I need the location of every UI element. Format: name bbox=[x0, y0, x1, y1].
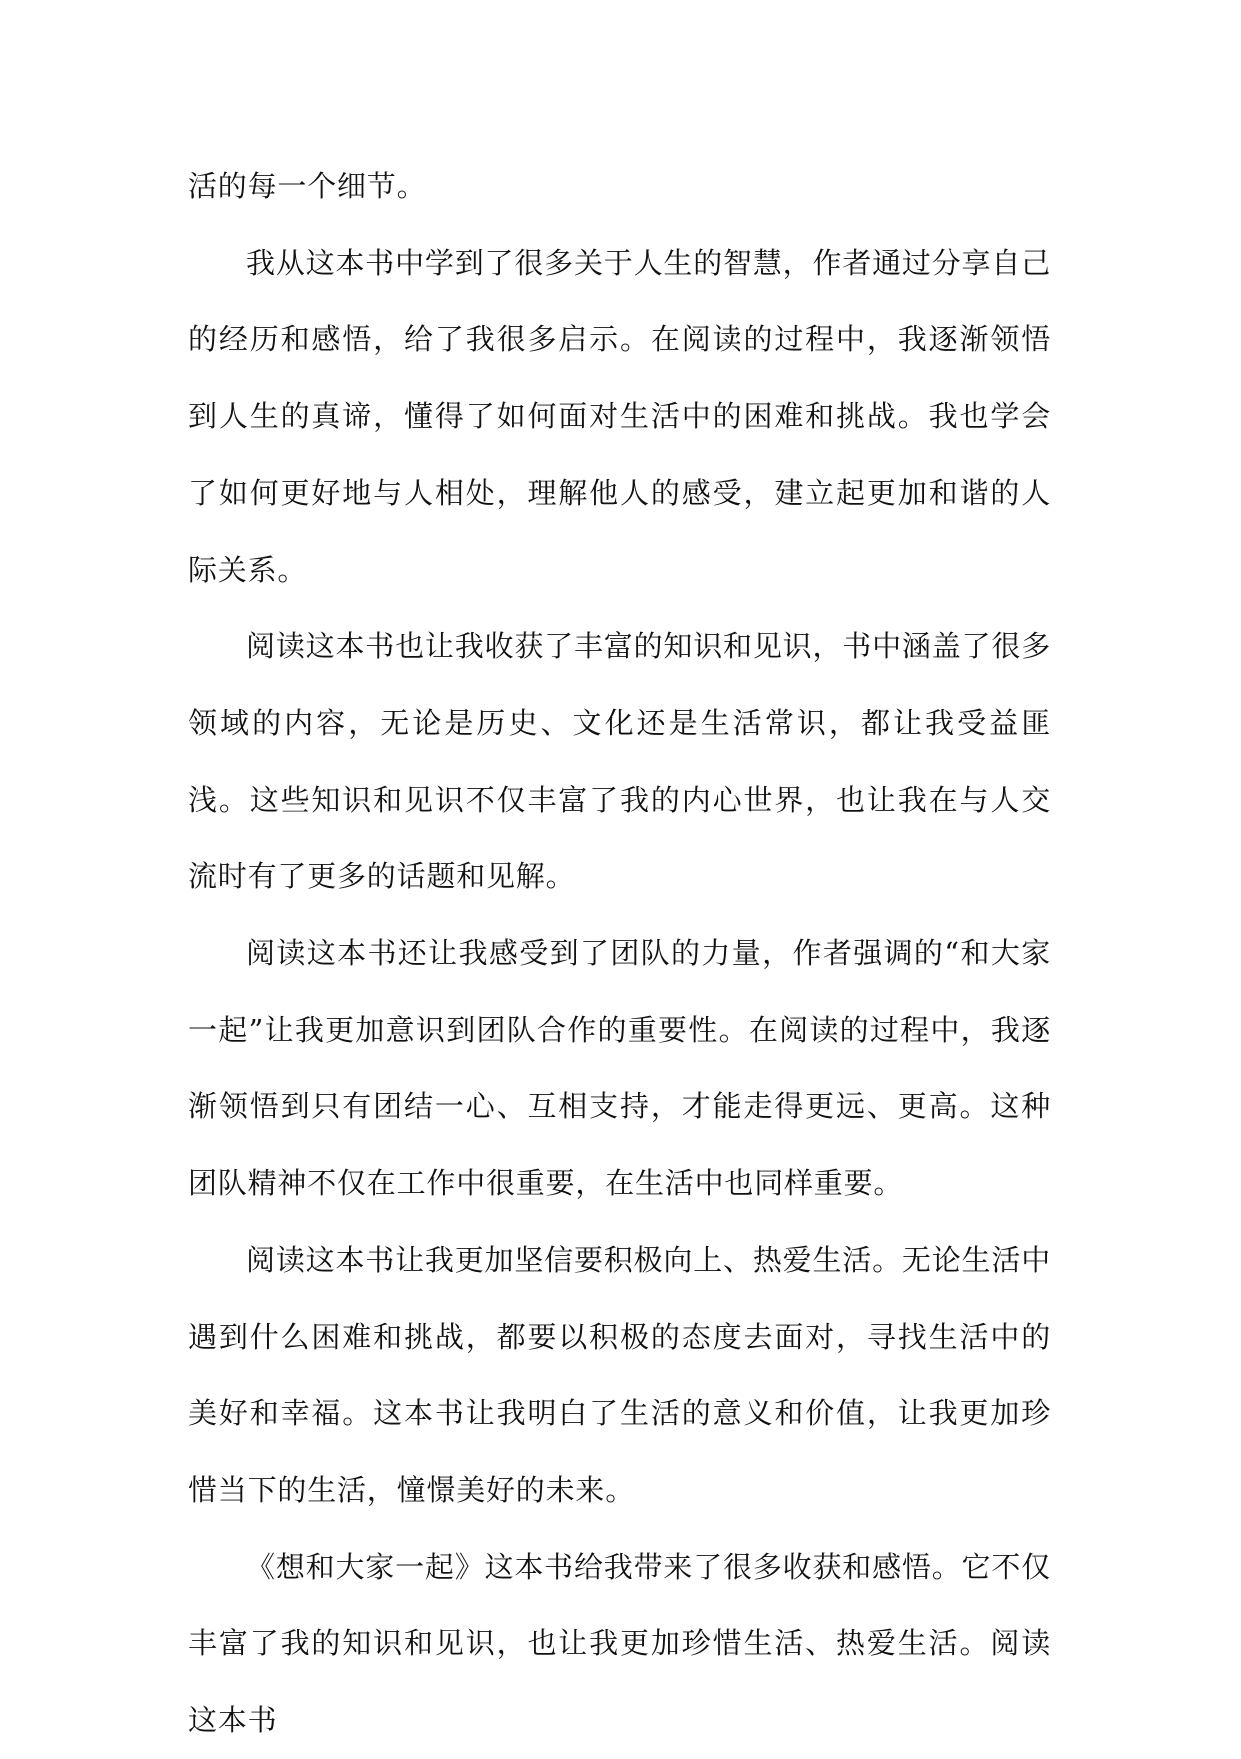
paragraph-conclusion: 《想和大家一起》这本书给我带来了很多收获和感悟。它不仅丰富了我的知识和见识，也让我更加珍惜生活、热爱生活。阅读这本书 bbox=[188, 1549, 1051, 1738]
paragraph-positive-life: 阅读这本书让我更加坚信要积极向上、热爱生活。无论生活中遇到什么困难和挑战，都要以积极的态度去面对，寻找生活中的美好和幸福。这本书让我明白了生活的意义和价值，让我更加珍惜当下的生活，憧憬美好的未来。 bbox=[188, 1242, 1051, 1507]
paragraph-knowledge: 阅读这本书也让我收获了丰富的知识和见识，书中涵盖了很多领域的内容，无论是历史、文化还是生活常识，都让我受益匪浅。这些知识和见识不仅丰富了我的内心世界，也让我在与人交流时有了更多的话题和见解。 bbox=[188, 629, 1051, 894]
paragraph-life-wisdom: 我从这本书中学到了很多关于人生的智慧，作者通过分享自己的经历和感悟，给了我很多启示。在阅读的过程中，我逐渐领悟到人生的真谛，懂得了如何面对生活中的困难和挑战。我也学会了如何更好地与人相处，理解他人的感受，建立起更加和谐的人际关系。 bbox=[188, 245, 1051, 587]
paragraph-teamwork: 阅读这本书还让我感受到了团队的力量，作者强调的“和大家一起”让我更加意识到团队合作的重要性。在阅读的过程中，我逐渐领悟到只有团结一心、互相支持，才能走得更远、更高。这种团队精神不仅在工作中很重要，在生活中也同样重要。 bbox=[188, 936, 1051, 1201]
paragraph-continuation: 活的每一个细节。 bbox=[188, 169, 427, 203]
